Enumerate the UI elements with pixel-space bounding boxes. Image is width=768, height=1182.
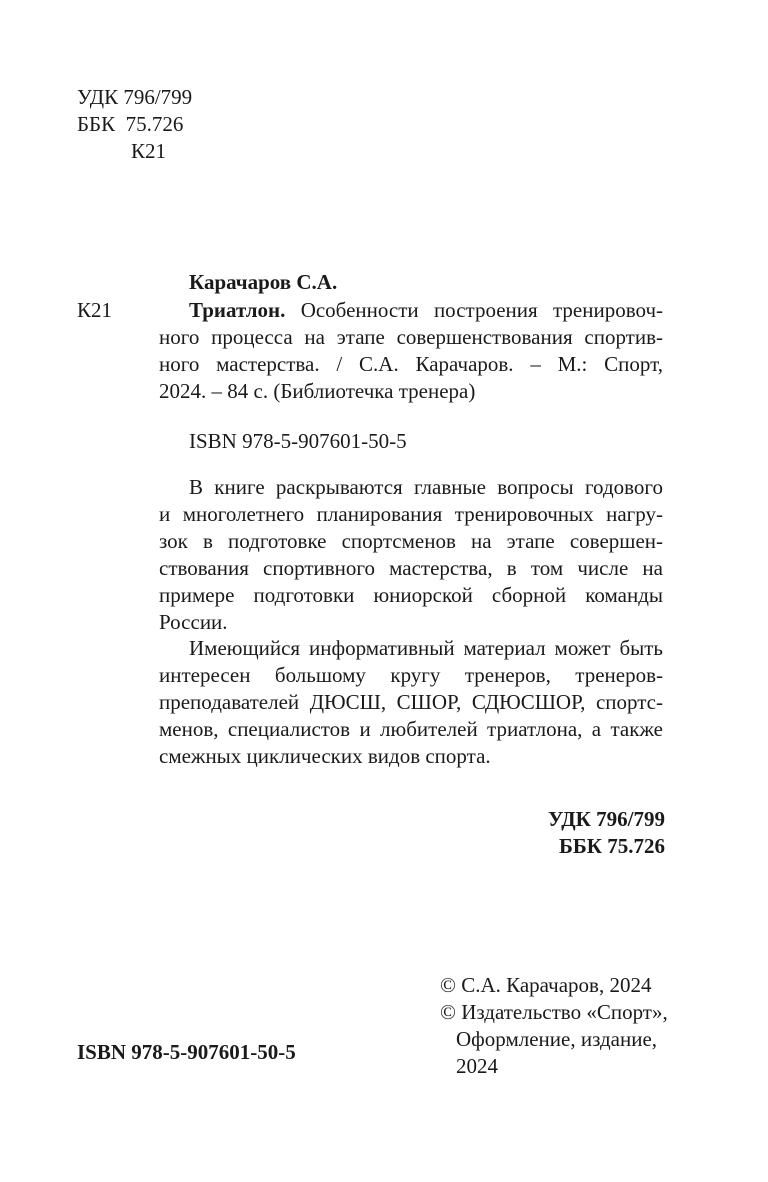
abstract-paragraph-1	[159, 474, 663, 636]
udk-code: УДК 796/799	[77, 85, 193, 109]
copyright-block	[440, 972, 668, 1080]
udk-code-bottom: УДК 796/799	[547, 807, 665, 831]
abstract-p1-line-6: России.	[159, 610, 228, 634]
book-title: Триатлон.	[189, 298, 286, 322]
abstract-p2-line-4: менов, специалистов и любителей триатлона, а также	[159, 717, 663, 741]
classification-bottom	[548, 806, 665, 860]
bbk-code: ББК 75.726	[77, 112, 184, 136]
description-line-3: ного мастерства. / С.А. Карачаров. – М.: Спорт,	[159, 352, 663, 376]
copyright-publisher: © Издательство «Спорт»,	[440, 1000, 668, 1024]
description-line-2: ного процесса на этапе совершенствования спортив-	[159, 325, 663, 349]
catalog-isbn	[189, 428, 407, 455]
abstract-p1-line-2: и многолетнего планирования тренировочных нагру-	[159, 502, 663, 526]
abstract-p2-line-2: интересен большому кругу тренеров, тренеров-	[159, 663, 663, 687]
abstract-paragraph-2	[159, 635, 663, 770]
description-line-4: 2024. – 84 с. (Библиотечка тренера)	[159, 379, 476, 403]
abstract-p1-line-1: В книге раскрываются главные вопросы годового	[189, 475, 663, 499]
abstract-p2-line-5: смежных циклических видов спорта.	[159, 744, 491, 768]
catalog-author	[189, 269, 337, 296]
description-line-1-text: Особенности построения тренировоч-	[300, 298, 663, 322]
bbk-code-bottom: ББК 75.726	[559, 834, 665, 858]
abstract-p2-line-3: преподавателей ДЮСШ, СШОР, СДЮСШОР, спортс-	[159, 690, 663, 714]
abstract-p1-line-5: примере подготовки юниорской сборной команды	[159, 583, 663, 607]
isbn-text: ISBN 978-5-907601-50-5	[189, 429, 407, 453]
abstract-p2-line-1: Имеющийся информативный материал может быть	[189, 636, 663, 660]
footer-isbn	[77, 1039, 296, 1066]
abstract-p1-line-3: зок в подготовке спортсменов на этапе совершен-	[159, 529, 663, 553]
catalog-author-mark	[77, 297, 112, 324]
copyright-year: 2024	[456, 1054, 498, 1078]
author-name: Карачаров С.А.	[189, 270, 338, 294]
classification-top	[77, 84, 192, 165]
author-mark: К21	[131, 139, 167, 163]
abstract-p1-line-4: ствования спортивного мастерства, в том числе на	[159, 556, 663, 580]
description-line-1	[159, 297, 663, 324]
isbn-bottom: ISBN 978-5-907601-50-5	[77, 1040, 296, 1064]
copyright-author: © С.А. Карачаров, 2024	[440, 973, 652, 997]
copyright-design: Оформление, издание,	[456, 1027, 658, 1051]
author-mark-side: К21	[77, 298, 113, 322]
catalog-description	[159, 297, 663, 405]
